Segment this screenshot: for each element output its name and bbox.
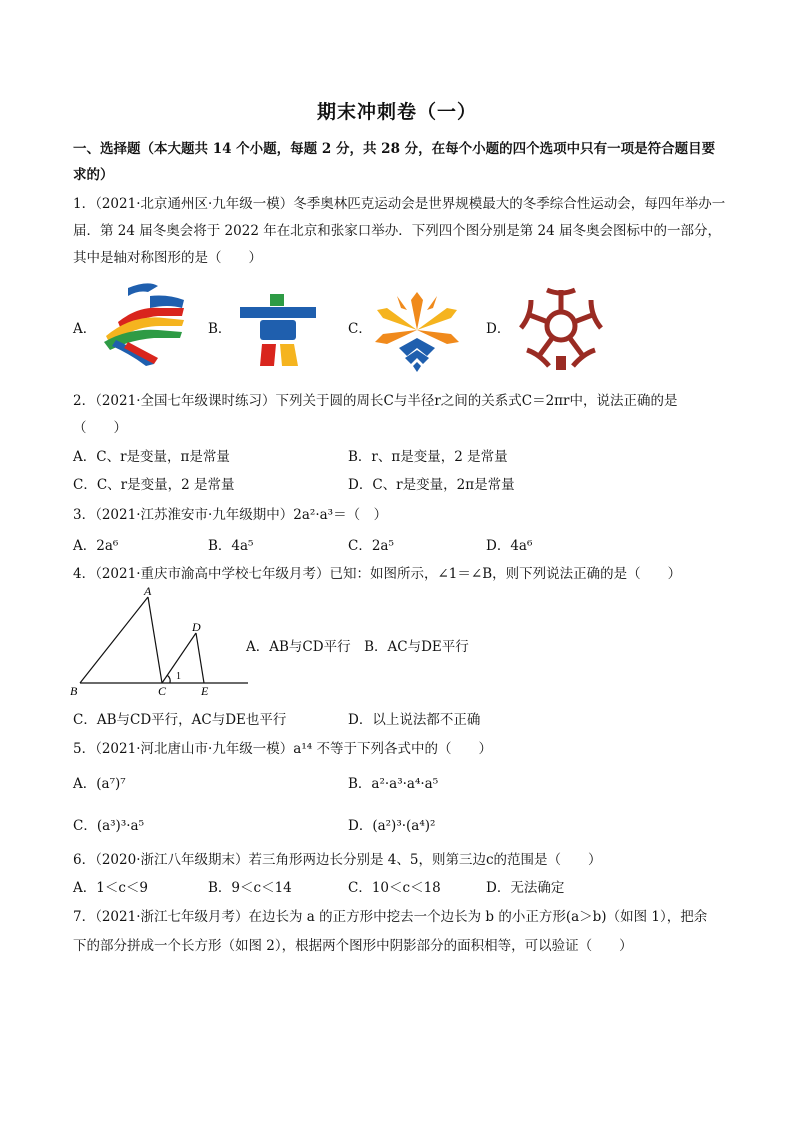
q3-option-c: C．2a⁵: [348, 538, 394, 554]
q1-option-b-label: B．: [208, 321, 232, 337]
q4-geometry-figure: [66, 583, 256, 701]
q5-stem: 5．（2021·河北唐山市·九年级一模）a¹⁴ 不等于下列各式中的（ ）: [73, 741, 492, 757]
q6-option-d: D．无法确定: [486, 880, 565, 896]
q4-angle-label: 1: [176, 671, 181, 682]
section-heading-line1: 一、选择题（本大题共 14 个小题，每题 2 分，共 28 分，在每个小题的四个选项中只有一项是符合题目要: [73, 141, 716, 157]
q5-option-c: C．(a³)³·a⁵: [73, 818, 144, 834]
q5-option-b: B．a²·a³·a⁴·a⁵: [348, 776, 439, 792]
q1-figure-b-stacked-blocks: [238, 292, 318, 370]
q6-option-b: B．9＜c＜14: [208, 880, 292, 896]
q5-option-d: D．(a²)³·(a⁴)²: [348, 818, 436, 834]
q1-option-c-label: C．: [348, 321, 372, 337]
q7-line1: 7．（2021·浙江七年级月考）在边长为 a 的正方形中挖去一个边长为 b 的小正方形(a＞b)（如图 1），把余: [73, 909, 708, 925]
q6-stem: 6．（2020·浙江八年级期末）若三角形两边长分别是 4、5，则第三边c的范围是（ ）: [73, 852, 602, 868]
q2-stem: 2．（2021·全国七年级课时练习）下列关于圆的周长C与半径r之间的关系式C＝2πr中，说法正确的是: [73, 393, 678, 409]
q1-option-a-label: A．: [73, 321, 97, 337]
q3-option-a: A．2a⁶: [73, 538, 119, 554]
section-heading-line2: 求的）: [73, 167, 114, 183]
q1-figure-c-snowflake: [372, 290, 462, 374]
q5-option-a: A．(a⁷)⁷: [73, 776, 126, 792]
q2-option-d: D．C、r是变量，2π是常量: [348, 477, 515, 493]
q2-option-b: B．r、π是变量，2 是常量: [348, 449, 508, 465]
q2-option-a: A．C、r是变量，π是常量: [73, 449, 230, 465]
q4-point-e: E: [201, 684, 209, 698]
q3-option-b: B．4a⁵: [208, 538, 254, 554]
q4-option-d: D．以上说法都不正确: [348, 712, 481, 728]
q1-figure-a-ribbon-emblem: [98, 278, 190, 368]
q1-line1: 1．（2021·北京通州区·九年级一模）冬季奥林匹克运动会是世界规模最大的冬季综合性运动会，每四年举办一: [73, 196, 726, 212]
q3-stem: 3．（2021·江苏淮安市·九年级期中）2a²·a³＝（ ）: [73, 507, 388, 523]
q2-paren: （ ）: [73, 420, 127, 436]
q2-option-c: C．C、r是变量，2 是常量: [73, 477, 235, 493]
q6-option-a: A．1＜c＜9: [73, 880, 148, 896]
q1-line3: 其中是轴对称图形的是（ ）: [73, 250, 262, 266]
page-title: 期末冲刺卷（一）: [316, 101, 477, 123]
q4-point-b: B: [70, 684, 78, 698]
q4-point-d: D: [192, 620, 201, 634]
q1-line2: 届．第 24 届冬奥会将于 2022 年在北京和张家口举办．下列四个图分别是第 24 届冬奥会图标中的一部分，: [73, 223, 721, 239]
q4-stem: 4．（2021·重庆市渝高中学校七年级月考）已知：如图所示，∠1＝∠B，则下列说法正确的是（ ）: [73, 566, 682, 582]
q6-option-c: C．10＜c＜18: [348, 880, 441, 896]
q4-point-a: A: [144, 584, 152, 598]
q4-option-ab: A．AB与CD平行 B．AC与DE平行: [246, 639, 469, 655]
q4-option-c: C．AB与CD平行，AC与DE也平行: [73, 712, 287, 728]
q4-point-c: C: [158, 684, 167, 698]
q7-line2: 下的部分拼成一个长方形（如图 2），根据两个图形中阴影部分的面积相等，可以验证（ ）: [73, 938, 633, 954]
q3-option-d: D．4a⁶: [486, 538, 533, 554]
q1-option-d-label: D．: [486, 321, 511, 337]
q1-figure-d-pentagon-ornament: [514, 282, 608, 374]
